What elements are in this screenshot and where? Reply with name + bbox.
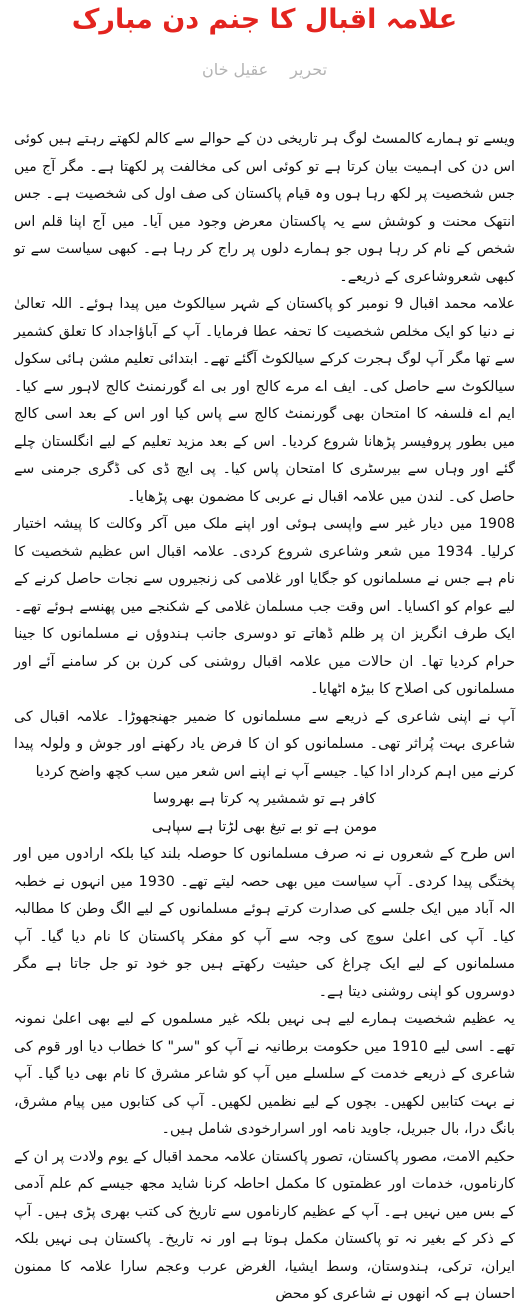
paragraph: علامہ محمد اقبال 9 نومبر کو پاکستان کے شہر سیالکوٹ میں پیدا ہوئے۔ اللہ تعالیٰ نے دنیا کو ایک مخلص شخصیت کا تحفہ عطا فرمایا۔ آپ کے آباؤاجداد کا تعلق کشمیر سے تھا مگر آپ لوگ ہجرت کرکے سیالکوٹ آگئے تھے۔ ابتدائی تعلیم مشن ہائی سکول سیالکوٹ سے حاصل کی۔ ایف اے مرے کالج اور بی اے گورنمنٹ کالج لاہور سے کیا۔ ایم اے فلسفہ کا امتحان بھی گورنمنٹ کالج سے پاس کیا اور اس کے بعد اسی کالج میں بطور پروفیسر پڑھانا شروع کردیا۔ اس کے بعد مزید تعلیم کے لیے انگلستان چلے گئے اور وہاں سے بیرسٹری کا امتحان پاس کیا۔ پی ایچ ڈی کی ڈگری جرمنی سے حاصل کی۔ لندن میں علامہ اقبال نے عربی کا مضمون بھی پڑھایا۔ bbox=[14, 296, 515, 505]
verse-line: مومن ہے تو بے تیغ بھی لڑتا ہے سپاہی bbox=[151, 818, 378, 835]
paragraph: 1908 میں دیار غیر سے واپسی ہوئی اور اپنے ملک میں آکر وکالت کا پیشہ اختیار کرلیا۔ 1934 میں شعر وشاعری شروع کردی۔ علامہ اقبال اس عظیم شخصیت کا نام ہے جس نے مسلمانوں کو جگایا اور غلامی کی زنجیروں سے نجات حاصل کرنے کے لیے عوام کو اکسایا۔ اس وقت جب مسلمان غلامی کے شکنجے میں پھنسے ہوئے تھے۔ ایک طرف انگریز ان پر ظلم ڈھاتے تو دوسری جانب ہندوؤں نے مسلمانوں کا جینا حرام کردیا تھا۔ ان حالات میں علامہ اقبال روشنی کی کرن بن کر سامنے آئے اور مسلمانوں کی اصلاح کا بیڑہ اٹھایا۔ bbox=[14, 516, 515, 697]
byline-label: تحریر bbox=[290, 60, 328, 79]
paragraph: آپ نے اپنی شاعری کے ذریعے سے مسلمانوں کا ضمیر جھنجھوڑا۔ علامہ اقبال کی شاعری بہت پُراثر تھی۔ مسلمانوں کو ان کا فرض یاد رکھنے اور جوش و ولولہ پیدا کرنے میں اہم کردار ادا کیا۔ جیسے آپ نے اپنے اس شعر میں سب کچھ واضح کردیا bbox=[14, 708, 515, 780]
paragraph: اس طرح کے شعروں نے نہ صرف مسلمانوں کا حوصلہ بلند کیا بلکہ ارادوں میں اور پختگی پیدا کردی۔ آپ سیاست میں بھی حصہ لیتے تھے۔ 1930 میں انہوں نے خطبہ الہ آباد میں ایک جلسے کی صدارت کرتے ہوئے مسلمانوں کے لیے الگ وطن کا مطالبہ کیا۔ آپ کی اعلیٰ سوچ کی وجہ سے آپ کو مفکر پاکستان کا نام دیا گیا۔ آپ مسلمانوں کے لیے ایک چراغ کی حیثیت رکھتے ہیں جو خود تو جل جاتا ہے مگر دوسروں کو اپنی روشنی دیتا ہے۔ bbox=[14, 846, 515, 1000]
paragraph: ویسے تو ہمارے کالمسٹ لوگ ہر تاریخی دن کے حوالے سے کالم لکھتے رہتے ہیں کوئی اس دن کی اہمیت بیان کرتا ہے تو کوئی اس کی مخالفت پر لکھتا ہے۔ مگر آج میں جس شخصیت پر لکھ رہا ہوں وہ قیام پاکستان کی صف اول کی شخصیت ہے۔ جس انتھک محنت و کوشش سے یہ پاکستان معرض وجود میں آیا۔ میں آج اپنا قلم اس شخص کے نام کر رہا ہوں جو ہمارے دلوں پر راج کر رہا ہے۔ کبھی سیاست سے تو کبھی شعروشاعری کے ذریعے۔ bbox=[14, 131, 515, 285]
verse-line: کافر ہے تو شمشیر پہ کرتا ہے بھروسا bbox=[152, 791, 377, 807]
paragraph: یہ عظیم شخصیت ہمارے لیے ہی نہیں بلکہ غیر مسلموں کے لیے بھی اعلیٰ نمونہ تھے۔ اسی لیے 1910 میں حکومت برطانیہ نے آپ کو "سر" کا خطاب دیا اور قوم کی شاعری کے ذریعے خدمت کے سلسلے میں آپ کو شاعر مشرق کا نام بھی دیا گیا۔ آپ نے بہت کتابیں لکھیں۔ بچوں کے لیے نظمیں لکھیں۔ آپ کی کتابوں میں پیام مشرق، بانگ درا، بال جبریل، جاوید نامہ اور اسرارخودی شامل ہیں۔ bbox=[14, 1011, 515, 1137]
author-name: عقیل خان bbox=[201, 60, 269, 79]
paragraph: حکیم الامت، مصور پاکستان، تصور پاکستان علامہ محمد اقبال کے یوم ولادت پر ان کے کارناموں، خدمات اور عظمتوں کا مکمل احاطہ کرنا شاید مجھ جیسے کم علم آدمی کے بس میں نہیں ہے۔ آپ کے عظیم کارناموں سے تاریخ کی کتب بھری پڑی ہیں۔ آپ کے ذکر کے بغیر نہ تو پاکستان مکمل ہوتا ہے اور نہ تاریخ۔ پاکستان ہی نہیں بلکہ ایران، ترکی، ہندوستان، وسط ایشیا، الغرض عرب وعجم سارا علامہ کا ممنون احسان ہے کہ انھوں نے شاعری کو محض bbox=[14, 1148, 515, 1302]
article-body bbox=[14, 126, 515, 1309]
byline bbox=[0, 60, 529, 79]
article-title: علامہ اقبال کا جنم دن مبارک bbox=[71, 4, 458, 35]
